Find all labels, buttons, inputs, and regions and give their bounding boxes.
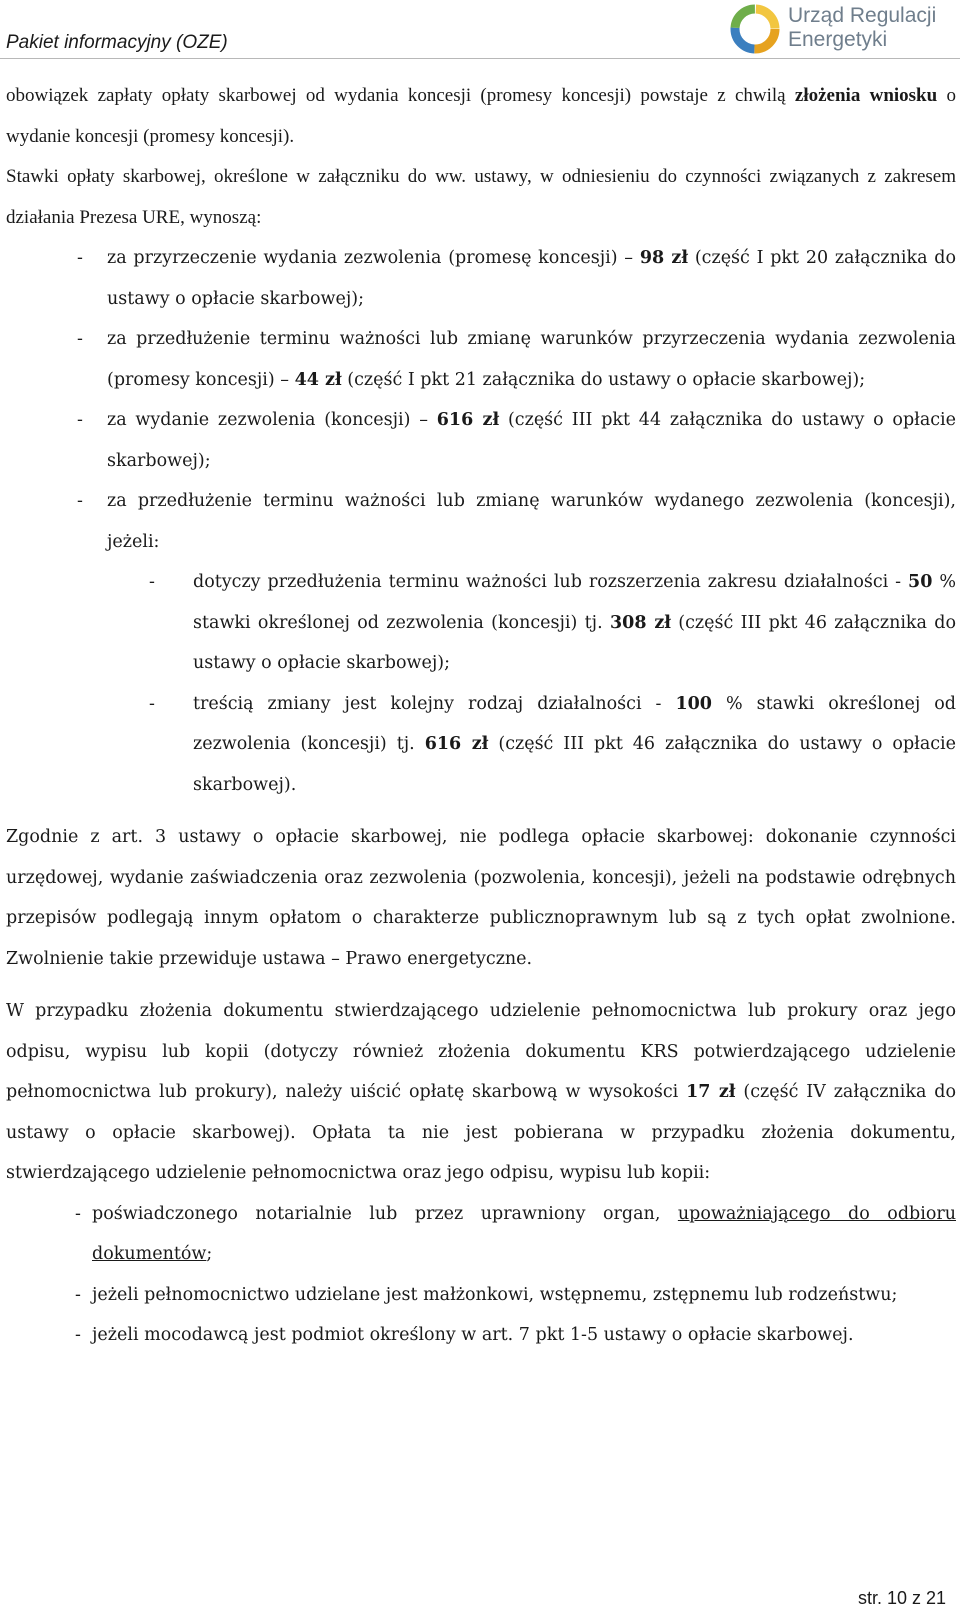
- page-number: str. 10 z 21: [857, 1588, 946, 1608]
- underlined-text: upoważniającego do odbioru dokumentów: [92, 1203, 956, 1264]
- exemption-list: [6, 1194, 956, 1356]
- bold-text: złożenia wniosku: [794, 85, 938, 106]
- paragraph-power-of-attorney: [6, 991, 956, 1194]
- list-dash: -: [77, 491, 83, 511]
- document-body: [6, 76, 956, 1356]
- text: (część III pkt 46 załącznika do ustawy o opłacie skarbowej).: [193, 734, 957, 795]
- list-dash: -: [75, 1284, 81, 1305]
- ure-logo-icon: [728, 2, 782, 56]
- text: % stawki określonej od zezwolenia (koncesji) tj.: [193, 693, 956, 754]
- logo-text: [788, 4, 936, 52]
- text: W przypadku złożenia dokumentu stwierdzającego udzielenie pełnomocnictwa lub prokury oraz jego odpisu, wypisu lub kopii (dotyczy również złożenia dokumentu KRS potwierdzającego udzielenie pełnomocnictwa lub prokury), należy uiścić opłatę skarbową w wysokości: [6, 1001, 956, 1102]
- list-item: [6, 1315, 956, 1356]
- list-item: [6, 1194, 956, 1275]
- amount: 44 zł: [294, 369, 342, 390]
- text: za przedłużenie terminu ważności lub zmianę warunków przyrzeczenia wydania zezwolenia (promesy koncesji) –: [107, 329, 956, 390]
- list-dash: -: [75, 1325, 81, 1345]
- list-item: [6, 319, 956, 400]
- list-dash: -: [149, 693, 155, 714]
- text: poświadczonego notarialnie lub przez uprawniony organ,: [92, 1203, 678, 1224]
- text: jeżeli pełnomocnictwo udzielane jest małżonkowi, wstępnemu, zstępnemu lub rodzeństwu;: [92, 1284, 898, 1305]
- intro-section: [6, 76, 956, 238]
- list-dash: -: [149, 572, 155, 592]
- document-title: Pakiet informacyjny (OZE): [6, 32, 228, 53]
- list-dash: -: [77, 248, 83, 268]
- text: za przedłużenie terminu ważności lub zmianę warunków wydanego zezwolenia (koncesji), jeżeli:: [107, 491, 956, 552]
- amount: 308 zł: [609, 612, 671, 633]
- list-item: [6, 238, 956, 319]
- text: (część III pkt 46 załącznika do ustawy o opłacie skarbowej);: [193, 612, 957, 673]
- page-header: [0, 0, 960, 59]
- text: treścią zmiany jest kolejny rodzaj działalności -: [193, 693, 676, 714]
- text: (część I pkt 21 załącznika do ustawy o opłacie skarbowej);: [341, 369, 866, 390]
- sub-list-item: [6, 684, 956, 806]
- list-dash: -: [75, 1203, 81, 1224]
- list-item: [6, 1275, 956, 1316]
- amount: 98 zł: [639, 248, 689, 268]
- logo-line-2: Energetyki: [788, 28, 888, 51]
- text: za przyrzeczenie wydania zezwolenia (promesę koncesji) –: [107, 248, 640, 268]
- paragraph-obligation: [6, 76, 956, 157]
- text: o wydanie koncesji (promesy koncesji).: [6, 85, 956, 147]
- percent: 50: [908, 572, 933, 592]
- list-dash: -: [77, 410, 83, 430]
- sub-list-item: [6, 562, 956, 684]
- text: (część III pkt 44 załącznika do ustawy o opłacie skarbowej);: [107, 410, 957, 471]
- list-item: [6, 400, 956, 481]
- text: % stawki określonej od zezwolenia (koncesji) tj.: [193, 572, 956, 633]
- list-dash: -: [77, 329, 83, 349]
- fee-list: [6, 238, 956, 805]
- text: (część I pkt 20 załącznika do ustawy o opłacie skarbowej);: [107, 248, 956, 309]
- amount: 616 zł: [424, 734, 489, 754]
- ure-logo: [728, 2, 960, 56]
- amount: 17 zł: [686, 1082, 736, 1102]
- text: ;: [206, 1244, 213, 1264]
- amount: 616 zł: [436, 410, 500, 430]
- paragraph-rates: Stawki opłaty skarbowej, określone w załączniku do ww. ustawy, w odniesieniu do czynności związanych z zakresem działania Prezesa URE, wynoszą:: [6, 166, 956, 228]
- logo-line-1: Urząd Regulacji: [788, 4, 937, 27]
- percent: 100: [675, 693, 712, 714]
- list-item: [6, 481, 956, 562]
- text: obowiązek zapłaty opłaty skarbowej od wydania koncesji (promesy koncesji) powstaje z chwilą: [6, 85, 795, 106]
- text: dotyczy przedłużenia terminu ważności lub rozszerzenia zakresu działalności -: [193, 572, 909, 592]
- text: (część IV załącznika do ustawy o opłacie skarbowej). Opłata ta nie jest pobierana w przypadku złożenia dokumentu, stwierdzającego udzielenie pełnomocnictwa oraz jego odpisu, wypisu lub kopii:: [6, 1082, 956, 1183]
- text: za wydanie zezwolenia (koncesji) –: [107, 410, 437, 430]
- text: jeżeli mocodawcą jest podmiot określony w art. 7 pkt 1-5 ustawy o opłacie skarbowej.: [92, 1325, 854, 1345]
- paragraph-exemption: Zgodnie z art. 3 ustawy o opłacie skarbowej, nie podlega opłacie skarbowej: dokonanie czynności urzędowej, wydanie zaświadczenia oraz zezwolenia (pozwolenia, koncesji), jeżeli na podstawie odrębnych przepisów podlegają innym opłatom o charakterze publicznoprawnym lub są z tych opłat zwolnione. Zwolnienie takie przewiduje ustawa – Prawo energetyczne.: [6, 827, 956, 969]
